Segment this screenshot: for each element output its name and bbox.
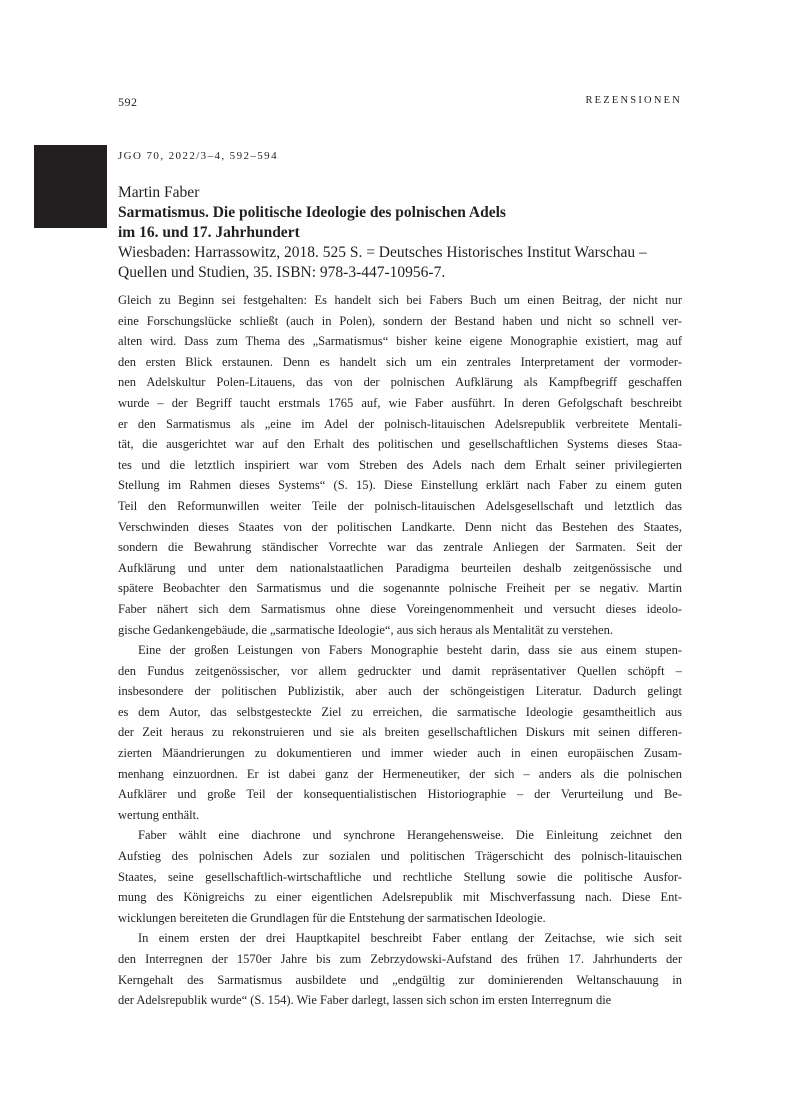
- book-info: [118, 183, 683, 283]
- text-line: den ersten Blick erstaunen. Denn es handelt sich um ein zentrales Interpretament der vormoder-: [118, 354, 682, 369]
- text-line: wicklungen bereiteten die Grundlagen für die Entstehung der sarmatischen Ideologie.: [118, 910, 546, 925]
- text-line: spätere Beobachter den Sarmatismus und die sogenannte polnische Freiheit per se negativ. Martin: [118, 581, 682, 596]
- page-number: 592: [118, 95, 138, 109]
- book-title-line: im 16. und 17. Jahrhundert: [118, 224, 300, 241]
- text-line: alten wird. Dass zum Thema des „Sarmatismus“ bisher keine eigene Monographie existiert, mag auf: [118, 334, 682, 349]
- publication-info-line: Wiesbaden: Harrassowitz, 2018. 525 S. = Deutsches Historisches Institut Warschau –: [118, 244, 647, 261]
- text-line: eine Forschungslücke schließt (auch in Polen), sondern der Bestand haben und nicht so schnell ver-: [118, 313, 682, 328]
- text-line: Faber wählt eine diachrone und synchrone Herangehensweise. Die Einleitung zeichnet den: [138, 828, 682, 843]
- text-line: Aufklärung und unter dem nationalstaatlichen Paradigma beurteilen deshalb zeitgenössische und: [118, 560, 682, 575]
- running-head: REZENSIONEN: [585, 95, 682, 106]
- text-line: wurde – der Begriff taucht erstmals 1765 auf, wie Faber ausführt. In deren Gefolgschaft beschreibt: [118, 395, 682, 410]
- text-line: In einem ersten der drei Hauptkapitel beschreibt Faber entlang der Zeitachse, wie sich seit: [138, 931, 682, 946]
- book-author: Martin Faber: [118, 184, 200, 201]
- text-line: Staates, seine gesellschaftlich-wirtschaftliche und rechtliche Stellung sowie die politische Ausfor-: [118, 869, 682, 884]
- text-line: gische Gedankengebäude, die „sarmatische Ideologie“, aus sich heraus als Mentalität zu verstehen.: [118, 622, 613, 637]
- text-line: er den Sarmatismus als „eine im Adel der polnisch-litauischen Adelsrepublik verbreitete Mentali-: [118, 416, 682, 431]
- text-line: Aufstieg des polnischen Adels zur sozialen und politischen Trägerschicht des polnisch-litauischen: [118, 849, 682, 864]
- text-line: insbesondere der politischen Publizistik, aber auch der schöngeistigen Literatur. Dadurch gelingt: [118, 684, 682, 699]
- text-line: Stellung im Rahmen dieses Systems“ (S. 15). Diese Einstellung erklärt nach Faber zu einem guten: [118, 478, 682, 493]
- text-line: der Zeit heraus zu rekonstruieren und sie als breiten gesellschaftlichen Diskurs mit seinen differen-: [118, 725, 682, 740]
- text-line: Verschwinden dieses Staates von der politischen Landkarte. Denn nicht das Bestehen des Staates,: [118, 519, 682, 534]
- text-line: tät, die ausgerichtet war auf den Erhalt des politischen und gesellschaftlichen Systems dieses Staa-: [118, 437, 682, 452]
- book-title-line: Sarmatismus. Die politische Ideologie des polnischen Adels: [118, 204, 506, 221]
- text-line: Gleich zu Beginn sei festgehalten: Es handelt sich bei Fabers Buch um einen Beitrag, der nicht nur: [118, 293, 682, 307]
- text-line: wertung enthält.: [118, 807, 200, 822]
- text-line: menhang einzuordnen. Er ist dabei ganz der Hermeneutiker, der sich – anders als die polnischen: [118, 766, 682, 781]
- text-line: tes und die letztlich inspiriert war vom Streben des Adels nach dem Erhalt seiner privilegierten: [118, 457, 682, 472]
- text-line: mung des Königreichs zu einer eigentlichen Adelsrepublik mit Mischverfassung nach. Diese Ent-: [118, 890, 682, 905]
- publication-info-line: Quellen und Studien, 35. ISBN: 978-3-447-10956-7.: [118, 264, 446, 281]
- review-body: [118, 290, 682, 1011]
- paragraph: [118, 928, 682, 1010]
- section-marker-block: [34, 145, 107, 228]
- text-line: Aufklärer und große Teil der konsequentialistischen Historiographie – der Verurteilung und Be-: [118, 787, 682, 802]
- paragraph: [118, 640, 682, 825]
- paragraph: [118, 825, 682, 928]
- text-line: nen Adelskultur Polen-Litauens, das von der polnischen Aufklärung als Kampfbegriff geschaffen: [118, 375, 682, 390]
- text-line: der Adelsrepublik wurde“ (S. 154). Wie Faber darlegt, lassen sich schon im ersten Interregnum die: [118, 993, 612, 1008]
- text-line: den Fundus zeitgenössischer, vor allem gedruckter und damit repräsentativer Quellen schöpft –: [118, 663, 682, 678]
- journal-citation: JGO 70, 2022/3–4, 592–594: [118, 150, 278, 162]
- text-line: zierten Mäandrierungen zu dokumentieren und immer wieder auch in einen europäischen Zusam-: [118, 746, 682, 761]
- text-line: Eine der großen Leistungen von Fabers Monographie besteht darin, dass sie aus einem stupen-: [138, 643, 682, 658]
- text-line: es dem Autor, das selbstgesteckte Ziel zu erreichen, die sarmatische Ideologie gesamtheitlich aus: [118, 704, 682, 719]
- paragraph: [118, 290, 682, 640]
- text-line: Faber nähert sich dem Sarmatismus ohne diese Voreingenommenheit und versucht dieses ideolo-: [118, 601, 682, 616]
- text-line: Kerngehalt des Sarmatismus ausbildete und „endgültig zur dominierenden Weltanschauung in: [118, 972, 682, 987]
- text-line: Teil den Reformunwillen weiter Teile der polnisch-litauischen Adelsgesellschaft und letztlich das: [118, 498, 682, 513]
- text-line: den Interregnen der 1570er Jahre bis zum Zebrzydowski-Aufstand des frühen 17. Jahrhunderts der: [118, 952, 682, 966]
- text-line: sondern die Bewahrung ständischer Vorrechte war das zentrale Anliegen der Sarmaten. Seit der: [118, 540, 682, 555]
